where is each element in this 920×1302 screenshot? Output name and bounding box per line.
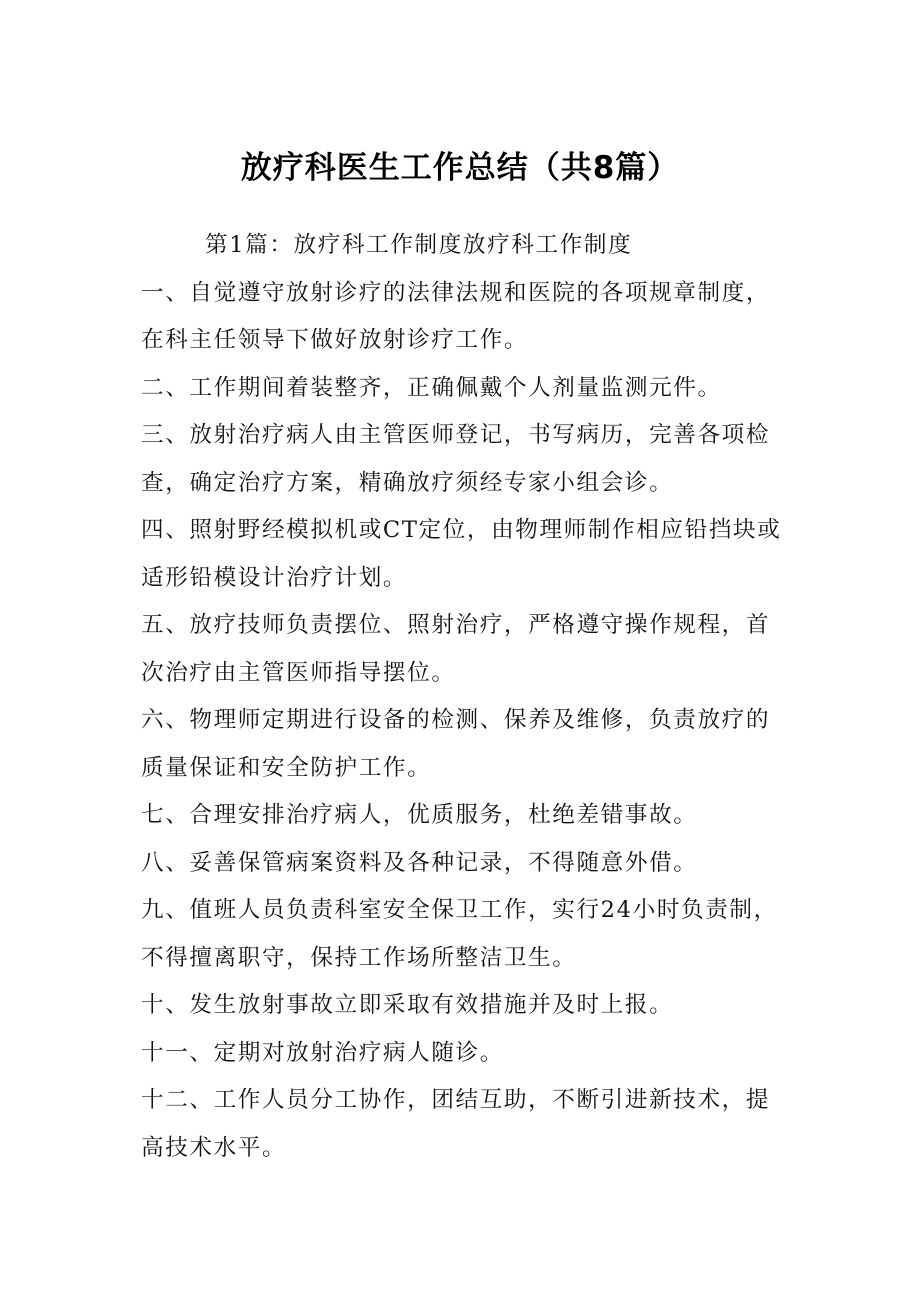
paragraph-5: 五、放疗技师负责摆位、照射治疗，严格遵守操作规程，首次治疗由主管医师指导摆位。 bbox=[141, 612, 771, 686]
paragraph-8: 八、妥善保管病案资料及各种记录，不得随意外借。 bbox=[141, 849, 698, 876]
paragraph-4: 四、照射野经模拟机或CT定位，由物理师制作相应铅挡块或适形铅模设计治疗计划。 bbox=[141, 517, 782, 591]
section-heading: 第1篇：放疗科工作制度放疗科工作制度 bbox=[205, 232, 633, 258]
document-title: 放疗科医生工作总结（共8篇） bbox=[240, 150, 680, 186]
paragraph-10: 十、发生放射事故立即采取有效措施并及时上报。 bbox=[141, 992, 674, 1018]
paragraph-12: 十二、工作人员分工协作，团结互助，不断引进新技术，提高技术水平。 bbox=[141, 1087, 771, 1161]
document-body bbox=[141, 222, 791, 1172]
paragraph-7: 七、合理安排治疗病人，优质服务，杜绝差错事故。 bbox=[141, 802, 698, 828]
paragraph-3: 三、放射治疗病人由主管医师登记，书写病历，完善各项检查，确定治疗方案，精确放疗须经专家小组会诊。 bbox=[141, 422, 771, 496]
paragraph-11: 十一、定期对放射治疗病人随诊。 bbox=[141, 1039, 504, 1066]
paragraph-1: 一、自觉遵守放射诊疗的法律法规和医院的各项规章制度，在科主任领导下做好放射诊疗工作。 bbox=[141, 279, 771, 353]
paragraph-9: 九、值班人员负责科室安全保卫工作，实行24小时负责制，不得擅离职守，保持工作场所整洁卫生。 bbox=[141, 897, 778, 971]
paragraph-2: 二、工作期间着装整齐，正确佩戴个人剂量监测元件。 bbox=[141, 374, 722, 401]
paragraph-6: 六、物理师定期进行设备的检测、保养及维修，负责放疗的质量保证和安全防护工作。 bbox=[141, 707, 771, 781]
